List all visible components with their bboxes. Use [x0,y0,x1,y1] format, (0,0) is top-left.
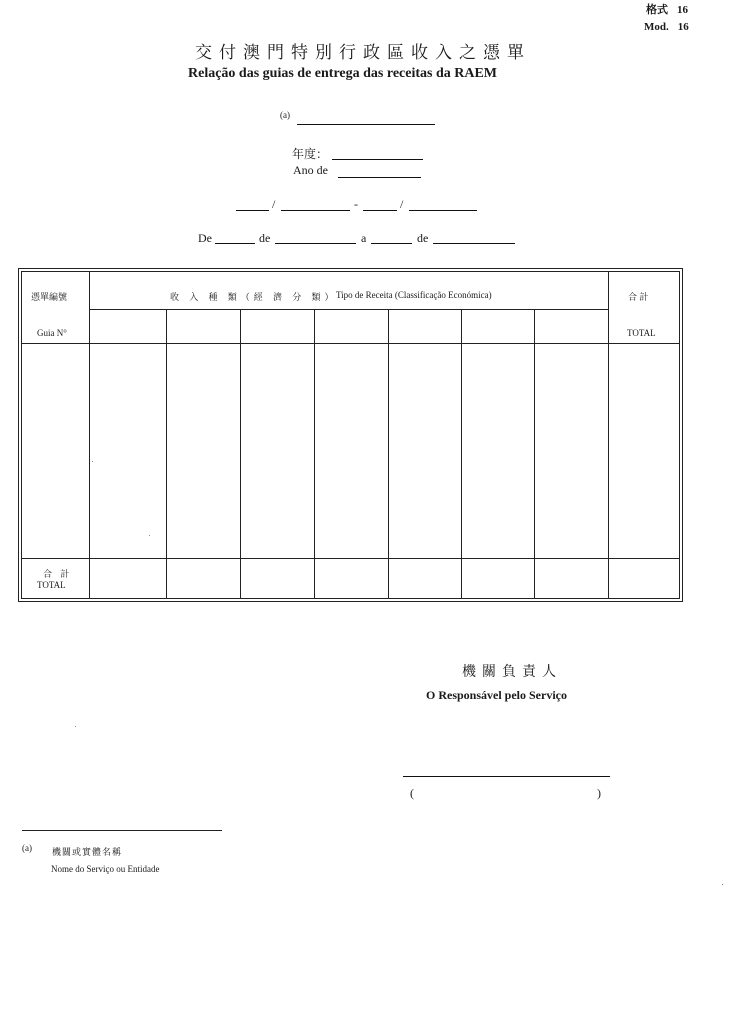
model-label-pt: Mod. [644,21,669,33]
col-header-total-pt: TOTAL [627,328,656,338]
col-header-type-zh: 收 入 種 類（經 濟 分 類） [170,292,338,302]
footnote-marker: (a) [22,843,32,853]
entity-marker: (a) [280,110,290,120]
footnote-text-pt: Nome do Serviço ou Entidade [51,864,160,874]
period-month-from[interactable] [275,233,356,244]
scan-speck [92,461,93,462]
signature-close-paren: ) [597,786,601,800]
page-title-pt: Relação das guias de entrega das receitas da RAEM [188,66,498,81]
row-total-pt: TOTAL [37,580,66,590]
date-day-to[interactable] [363,200,397,211]
period-month-to[interactable] [433,233,515,244]
scan-speck [722,884,723,885]
year-label-zh: 年度： [292,147,329,161]
period-day-to[interactable] [371,233,412,244]
signature-open-paren: ( [410,786,414,800]
period-a-label: a [361,231,367,245]
year-label-pt: Ano de [293,163,328,177]
period-de3-label: de [417,231,429,245]
year-field-zh[interactable] [332,149,423,160]
year-field-pt[interactable] [338,167,421,178]
table-body-total-cell[interactable] [609,345,678,557]
period-day-from[interactable] [215,233,255,244]
table-row-divider [89,309,608,310]
col-header-total-zh: 合 計 [628,292,649,302]
model-number-pt [644,20,689,34]
signature-line[interactable] [403,766,610,777]
model-number-zh [646,3,688,17]
date-slash-2: / [400,197,404,211]
table-body-type-cells[interactable] [90,345,607,557]
page-title-zh: 交付澳門特別行政區收入之憑單 [195,43,531,62]
model-number-value-pt: 16 [677,21,689,33]
signature-title-zh: 機關負責人 [462,665,562,680]
col-header-guide-zh: 憑單編號 [31,292,68,302]
date-month-from[interactable] [281,200,350,211]
scan-speck [75,726,76,727]
model-number-value-zh: 16 [677,4,688,16]
footnote-text-zh: 機關或實體名稱 [52,847,123,857]
col-header-type-pt: Tipo de Receita (Classificação Económica) [336,290,492,300]
table-body-guide-cell[interactable] [23,345,88,557]
table-row-divider [22,558,679,559]
scan-speck [149,535,150,536]
footnote-rule [22,830,222,831]
date-day-from[interactable] [236,200,269,211]
date-dash: - [354,197,358,211]
col-header-guide-pt: Guia N° [37,328,67,338]
signature-title-pt: O Responsável pelo Serviço [426,688,567,702]
date-month-to[interactable] [409,200,477,211]
entity-field[interactable] [297,114,435,125]
date-slash-1: / [272,197,276,211]
table-row-divider [22,343,679,344]
period-de2-label: de [259,231,271,245]
row-total-zh: 合 計 [43,569,73,579]
period-de-label: De [198,231,212,245]
model-label-zh: 格式 [646,4,668,16]
